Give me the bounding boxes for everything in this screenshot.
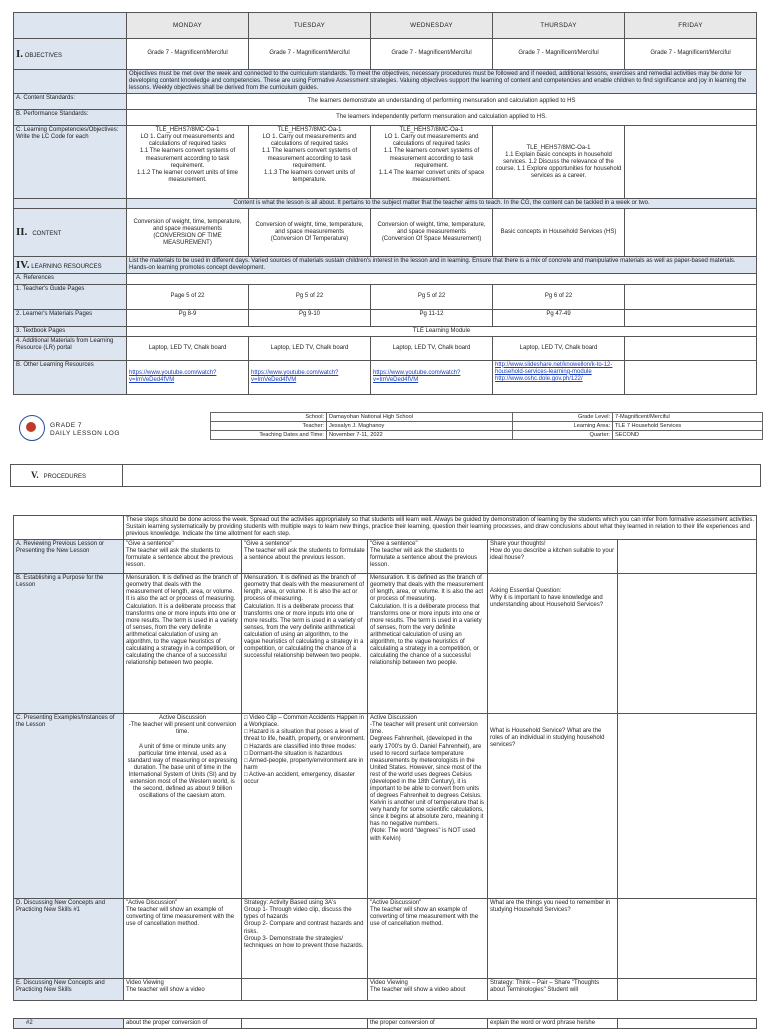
grade-tue: Grade 7 - Magnificent/Merciful <box>249 39 371 70</box>
objectives-heading <box>14 39 127 70</box>
proc-c-mon: Active Discussion -The teacher will present unit conversion time. A unit of time or minute units any particular time interval, used as a standard way of measuring or expressing duration. The base unit of time in the International System of Units (SI) and by extension most of the Western world, is the second, defined as about 9 billion oscillations of the caesium atom. <box>124 714 242 899</box>
roman-v: V. <box>31 469 39 480</box>
day-tuesday: TUESDAY <box>249 13 371 39</box>
tg-fri <box>625 284 757 309</box>
proc-c-fri <box>618 714 757 899</box>
competencies-wed: TLE_HEHS7/8MC-Oa-1 LO 1. Carry out measurements and calculations of required tasks 1.1 The learners convert systems of measurement according to task requirement. 1.1.4 The learner convert units of space measurement. <box>371 126 493 199</box>
dll-title-log: DAILY LESSON LOG <box>50 430 120 438</box>
grade-wed: Grade 7 - Magnificent/Merciful <box>371 39 493 70</box>
competencies-thu: TLE_HEHS7/8MC-Oa-1 1.1 Explain basic concepts in household services. 1.2 Discuss the relevance of the course. 1.1 Explore opportunities for household services as a career. <box>493 126 625 199</box>
procedures-header-empty <box>123 465 761 487</box>
content-fri <box>625 209 757 257</box>
lm-label: 2. Learner's Materials Pages <box>14 309 127 326</box>
resources-heading <box>14 257 127 274</box>
performance-standards-label: B. Performance Standards: <box>14 110 127 126</box>
other-tue <box>249 360 371 394</box>
content-mon: Conversion of weight, time, temperature, and space measurements (CONVERSION OF TIME MEASUREMENT) <box>127 209 249 257</box>
roman-iii: II. <box>16 226 28 239</box>
content-note: Content is what the lesson is all about. It pertains to the subject matter that the teacher aims to teach. In the CG, the content can be tackled in a week or two. <box>127 199 757 209</box>
proc-c-thu: What is Household Service? What are the roles of an individual in studying household services? <box>488 714 618 899</box>
school-label: School: <box>211 413 327 422</box>
add-fri <box>625 336 757 360</box>
proc-d-tue: Strategy: Activity Based using 3A's Group 1- Through video clip, discuss the types of hazards Group 2- Compare and contrast hazards and risks. Group 3- Demonstrate the strategies/ techniques on how to prevent those hazards. <box>242 899 368 979</box>
youtube-link-wed[interactable]: https://www.youtube.com/watch?v=ImVeDed4fVM <box>373 370 461 384</box>
cont-label: #2 <box>14 1019 124 1029</box>
procedures-note: These steps should be done across the week. Spread out the activities appropriately so that students will learn well. Always be guided by demonstration of learning by the students which you can infer from formative assessment activities. Sustain learning systematically by providing students with multiple ways to learn new things, practice their learning, question their learning processes, and draw conclusions about what they learned in relation to their life experiences and previous knowledge. Indicate the time allotment for each step. <box>124 516 757 540</box>
proc-d-mon: "Active Discussion" The teacher will show an example of converting of time measurement with the use of cancellation method. <box>124 899 242 979</box>
proc-e-mon: Video Viewing The teacher will show a video <box>124 979 242 1001</box>
proc-e-label: E. Discussing New Concepts and Practicing New Skills <box>14 979 124 1001</box>
content-heading <box>14 209 127 257</box>
references-empty <box>127 274 757 284</box>
proc-a-thu: Share your thoughts! How do you describe a kitchen suitable to your ideal house? <box>488 540 618 574</box>
objectives-note-label <box>14 70 127 94</box>
proc-d-label: D. Discussing New Concepts and Practicing New Skills #1 <box>14 899 124 979</box>
proc-e-fri <box>618 979 757 1001</box>
proc-a-wed: "Give a sentence" The teacher will ask the students to formulate a sentence about the previous lesson. <box>368 540 488 574</box>
roman-iv: IV. <box>16 258 30 271</box>
day-wednesday: WEDNESDAY <box>371 13 493 39</box>
proc-b-tue: Mensuration. It is defined as the branch of geometry that deals with the measurement of length, area, or volume. It is also the act or process of measuring. Calculation. It is a deliberate process that transforms one or more inputs into one or more results. The term is used in a variety of senses, from the very definite arithmetical calculation of using an algorithm, to the vague heuristics of calculating a strategy in a competition, or calculating the chance of a successful relationship between two people. <box>242 574 368 714</box>
content-thu: Basic concepts in Household Services (HS) <box>493 209 625 257</box>
header-info-table <box>210 412 763 440</box>
school-value: Damayohan National High School <box>327 413 513 422</box>
tb-text: TLE Learning Module <box>127 326 757 336</box>
day-thursday: THURSDAY <box>493 13 625 39</box>
proc-a-tue: "Give a sentence" The teacher will ask the students to formulate a sentence about the previous lesson. <box>242 540 368 574</box>
add-tue: Laptop, LED TV, Chalk board <box>249 336 371 360</box>
dates-label: Teaching Dates and Time: <box>211 431 327 440</box>
procedures-label: PROCEDURES <box>43 473 86 480</box>
cont-mon: about the proper conversion of <box>124 1019 242 1029</box>
proc-a-label: A. Reviewing Previous Lesson or Presenting the New Lesson <box>14 540 124 574</box>
grade-thu: Grade 7 - Magnificent/Merciful <box>493 39 625 70</box>
add-wed: Laptop, LED TV, Chalk board <box>371 336 493 360</box>
competencies-fri <box>625 126 757 199</box>
day-monday: MONDAY <box>127 13 249 39</box>
learning-area-value: TLE 7 Household Services <box>613 422 763 431</box>
proc-b-fri <box>618 574 757 714</box>
objectives-label: OBJECTIVES <box>24 52 63 59</box>
content-wed: Conversion of weight, time, temperature, and space measurements (Conversion Of Space Measurement) <box>371 209 493 257</box>
proc-c-label: C. Presenting Examples/Instances of the Lesson <box>14 714 124 899</box>
proc-d-fri <box>618 899 757 979</box>
proc-d-wed: "Active Discussion" The teacher will show an example of converting of time measurement with the use of cancellation method. <box>368 899 488 979</box>
content-standards-label: A. Content Standards: <box>14 94 127 110</box>
slideshare-link-thu[interactable]: http://www.slideshare.net/knowellon/k-to-12-household-services-learning-module http://www.oshc.dole.gov.ph/122/ <box>495 361 613 382</box>
deped-seal <box>18 413 46 443</box>
competencies-tue: TLE_HEHS7/8MC-Oa-1 LO 1. Carry out measurements and calculations of required tasks 1.1 The learners convert systems of measurement according to task requirement. 1.1.3 The learners convert units of temperature. <box>249 126 371 199</box>
tg-thu: Pg 6 of 22 <box>493 284 625 309</box>
quarter-label: Quarter: <box>513 431 613 440</box>
corner-cell <box>14 13 127 39</box>
content-tue: Conversion of weight, time, temperature, and space measurements (Conversion Of Temperature) <box>249 209 371 257</box>
tg-wed: Pg 5 of 22 <box>371 284 493 309</box>
lm-wed: Pg 11-12 <box>371 309 493 326</box>
content-standards-text: The learners demonstrate an understanding of performing mensuration and calculation applied to HS <box>127 94 757 110</box>
resources-note: List the materials to be used in different days. Varied sources of materials sustain children's interest in the lesson and in learning. Ensure that there is a mix of concrete and manipulative materials as well as paper-based materials. Hands-on learning promotes concept development. <box>127 257 757 274</box>
proc-e-wed: Video Viewing The teacher will show a video about <box>368 979 488 1001</box>
tg-tue: Pg 5 of 22 <box>249 284 371 309</box>
dll-title-grade: GRADE 7 <box>50 422 83 429</box>
proc-a-mon: "Give a sentence" The teacher will ask the students to formulate a sentence about the previous lesson. <box>124 540 242 574</box>
proc-d-thu: What are the things you need to remember in studying Household Services? <box>488 899 618 979</box>
other-fri <box>625 360 757 394</box>
cont-thu: explain the word or word phrase he/she <box>488 1019 618 1029</box>
procedures-heading <box>11 465 123 487</box>
resources-label: LEARNING RESOURCES <box>31 263 102 270</box>
dll-title <box>50 422 120 439</box>
content-note-label <box>14 199 127 209</box>
youtube-link-mon[interactable]: https://www.youtube.com/watch?v=ImVeDed4fVM <box>129 370 217 384</box>
teacher-label: Teacher: <box>211 422 327 431</box>
procedures-table <box>13 515 757 1001</box>
dll-plan-table <box>13 12 757 395</box>
grade-fri: Grade 7 - Magnificent/Merciful <box>625 39 757 70</box>
lm-thu: Pg 47-49 <box>493 309 625 326</box>
other-label: B. Other Learning Resources <box>14 360 127 394</box>
procedures-header <box>10 464 761 487</box>
lm-mon: Pg 8-9 <box>127 309 249 326</box>
proc-e-tue <box>242 979 368 1001</box>
proc-b-wed: Mensuration. It is defined as the branch of geometry that deals with the measurement of length, area, or volume. It is also the act or process of measuring. Calculation. It is a deliberate process that transforms one or more inputs into one or more results. The term is used in a variety of senses, from the very definite arithmetical calculation of using an algorithm, to the vague heuristics of calculating a strategy in a competition, or calculating the chance of a successful relationship between two people. <box>368 574 488 714</box>
competencies-mon: TLE_HEHS7/8MC-Oa-1 LO 1. Carry out measurements and calculations of required tasks 1.1 The learners convert systems of measurement according to task requirement. 1.1.2 The learner convert units of time measurement. <box>127 126 249 199</box>
dates-value: November 7-11, 2022 <box>327 431 513 440</box>
lm-tue: Pg 9-10 <box>249 309 371 326</box>
roman-i: I. <box>16 47 24 60</box>
teacher-value: Jessalyn J. Maghanoy <box>327 422 513 431</box>
add-thu: Laptop, LED TV, Chalk board <box>493 336 625 360</box>
other-thu <box>493 360 625 394</box>
grade-level-label: Grade Level: <box>513 413 613 422</box>
add-mon: Laptop, LED TV, Chalk board <box>127 336 249 360</box>
tg-label: 1. Teacher's Guide Pages <box>14 284 127 309</box>
procedures-note-label <box>14 516 124 540</box>
other-mon <box>127 360 249 394</box>
other-wed <box>371 360 493 394</box>
grade-mon: Grade 7 - Magnificent/Merciful <box>127 39 249 70</box>
youtube-link-tue[interactable]: https://www.youtube.com/watch?v=ImVeDed4fVM <box>251 370 339 384</box>
proc-b-thu: Asking Essential Question: Why it is important to have knowledge and understanding about Household Services? <box>488 574 618 714</box>
performance-standards-text: The learners independently perform mensuration and calculation applied to HS. <box>127 110 757 126</box>
grade-level-value: 7-Magnificent/Merciful <box>613 413 763 422</box>
proc-a-fri <box>618 540 757 574</box>
tb-label: 3. Textbook Pages <box>14 326 127 336</box>
proc-c-tue: □ Video Clip – Common Accidents Happen in a Workplace. □ Hazard is a situation that poses a level of threat to life, health, property, or environment. □ Hazards are classified into three modes: □ Dormant-the situation is hazardous □ Armed-people, property/environment are in harm □ Active-an accident, emergency, disaster occur <box>242 714 368 899</box>
proc-b-label: B. Establishing a Purpose for the Lesson <box>14 574 124 714</box>
content-label: CONTENT <box>32 231 62 238</box>
competencies-label: C. Learning Competencies/Objectives: Write the LC Code for each <box>14 126 127 199</box>
seal-icon <box>19 415 45 441</box>
tg-mon: Page 5 of 22 <box>127 284 249 309</box>
proc-b-mon: Mensuration. It is defined as the branch of geometry that deals with the measurement of length, area, or volume. It is also the act or process of measuring. Calculation. It is a deliberate process that transforms one or more inputs into one or more results. The term is used in a variety of senses, from the very definite arithmetical calculation of using an algorithm, to the vague heuristics of calculating a strategy in a competition, or calculating the chance of a successful relationship between two people. <box>124 574 242 714</box>
proc-e-thu: Strategy: Think – Pair – Share "Thoughts about Terminologies" Student will <box>488 979 618 1001</box>
learning-area-label: Learning Area: <box>513 422 613 431</box>
lm-fri <box>625 309 757 326</box>
add-label: 4. Additional Materials from Learning Resource (LR) portal <box>14 336 127 360</box>
proc-c-wed: Active Discussion -The teacher will present unit conversion time. Degrees Fahrenheit, (developed in the early 1700's by G. Daniel Fahrenheit), are used to record surface temperature measurements by meteorologists in the United States. However, since most of the rest of the world uses degrees Celsius (developed in the 18th Century), it is important to be able to convert from units of degrees Fahrenheit to degrees Celsius. Kelvin is another unit of temperature that is very handy for some scientific calculations, since it begins at absolute zero, meaning it has no negative numbers. (Note: The word "degrees" is NOT used with Kelvin) <box>368 714 488 899</box>
references-label: A. References <box>14 274 127 284</box>
cont-wed: the proper conversion of <box>368 1019 488 1029</box>
quarter-value: SECOND <box>613 431 763 440</box>
objectives-note: Objectives must be met over the week and connected to the curriculum standards. To meet the objectives, necessary procedures must be followed and if needed, additional lessons, exercises and remedial activities may be done for developing content knowledge and competencies. These are using Formative Assessment strategies. Valuing objectives support the learning of content and competencies and enable children to find significance and joy in learning the lessons. Weekly objectives shall be derived from the curriculum guides. <box>127 70 757 94</box>
day-friday: FRIDAY <box>625 13 757 39</box>
